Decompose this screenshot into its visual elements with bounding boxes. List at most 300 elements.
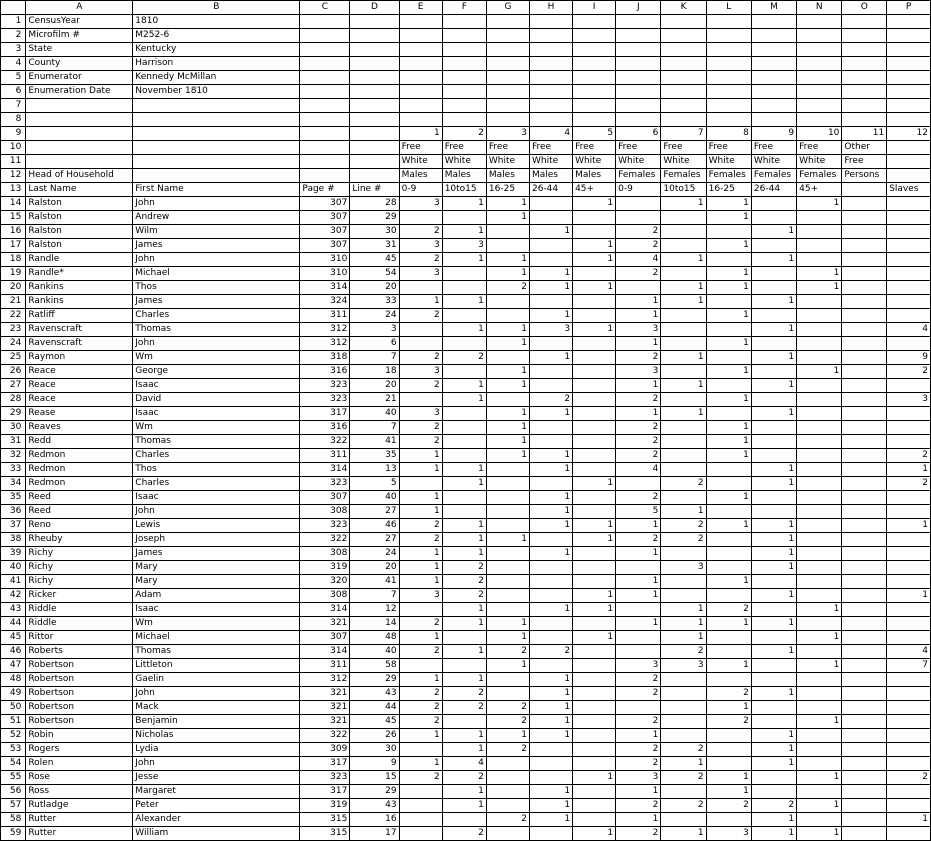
cell[interactable]	[399, 743, 442, 757]
cell[interactable]	[573, 337, 616, 351]
cell[interactable]: 1	[616, 785, 661, 799]
cell[interactable]	[797, 309, 842, 323]
cell[interactable]: Females	[797, 169, 842, 183]
cell[interactable]: 4	[616, 253, 661, 267]
cell[interactable]	[616, 561, 661, 575]
cell[interactable]	[706, 15, 751, 29]
cell[interactable]: White	[751, 155, 796, 169]
cell[interactable]	[887, 225, 931, 239]
cell[interactable]	[573, 85, 616, 99]
cell[interactable]	[573, 57, 616, 71]
cell[interactable]	[661, 211, 706, 225]
cell[interactable]	[573, 309, 616, 323]
cell[interactable]: 1	[486, 617, 529, 631]
cell[interactable]: 1	[751, 729, 796, 743]
cell[interactable]	[573, 407, 616, 421]
cell[interactable]	[442, 337, 486, 351]
cell[interactable]	[842, 183, 887, 197]
cell[interactable]	[399, 211, 442, 225]
cell[interactable]	[616, 113, 661, 127]
cell[interactable]	[529, 589, 572, 603]
cell[interactable]	[442, 267, 486, 281]
cell[interactable]	[797, 645, 842, 659]
cell[interactable]	[887, 169, 931, 183]
cell[interactable]: 6	[616, 127, 661, 141]
cell[interactable]: 1	[486, 365, 529, 379]
cell[interactable]	[842, 673, 887, 687]
cell[interactable]: 1	[706, 701, 751, 715]
cell[interactable]: White	[442, 155, 486, 169]
cell[interactable]: 1	[797, 267, 842, 281]
row-header[interactable]: 8	[1, 113, 26, 127]
cell[interactable]	[797, 337, 842, 351]
cell[interactable]: Free	[573, 141, 616, 155]
cell[interactable]	[661, 99, 706, 113]
cell[interactable]: CensusYear	[26, 15, 133, 29]
cell[interactable]	[573, 743, 616, 757]
row-header[interactable]: 23	[1, 323, 26, 337]
cell[interactable]: 2	[442, 575, 486, 589]
cell[interactable]: 2	[399, 519, 442, 533]
cell[interactable]: 2	[616, 827, 661, 841]
cell[interactable]: Free	[442, 141, 486, 155]
cell[interactable]: Males	[529, 169, 572, 183]
cell[interactable]: Thos	[133, 463, 300, 477]
cell[interactable]	[842, 575, 887, 589]
cell[interactable]: 2	[442, 827, 486, 841]
cell[interactable]	[661, 85, 706, 99]
cell[interactable]: 1	[661, 631, 706, 645]
cell[interactable]	[797, 519, 842, 533]
cell[interactable]: Charles	[133, 449, 300, 463]
cell[interactable]	[573, 449, 616, 463]
cell[interactable]	[661, 813, 706, 827]
cell[interactable]	[797, 113, 842, 127]
cell[interactable]: 1	[616, 309, 661, 323]
cell[interactable]	[529, 827, 572, 841]
cell[interactable]: William	[133, 827, 300, 841]
cell[interactable]	[350, 85, 399, 99]
cell[interactable]	[887, 337, 931, 351]
cell[interactable]: 1	[486, 533, 529, 547]
cell[interactable]: Andrew	[133, 211, 300, 225]
cell[interactable]: 1	[399, 449, 442, 463]
cell[interactable]: 2	[661, 743, 706, 757]
cell[interactable]: 1	[573, 589, 616, 603]
cell[interactable]	[842, 533, 887, 547]
cell[interactable]	[842, 547, 887, 561]
cell[interactable]	[887, 729, 931, 743]
cell[interactable]	[842, 337, 887, 351]
column-header[interactable]: B	[133, 1, 300, 15]
cell[interactable]: 1	[661, 603, 706, 617]
cell[interactable]: 314	[300, 645, 350, 659]
cell[interactable]: Persons	[842, 169, 887, 183]
cell[interactable]: 1	[616, 379, 661, 393]
cell[interactable]: 45	[350, 253, 399, 267]
cell[interactable]	[350, 141, 399, 155]
cell[interactable]: Isaac	[133, 407, 300, 421]
cell[interactable]	[661, 547, 706, 561]
cell[interactable]: 2	[706, 687, 751, 701]
cell[interactable]: 9	[887, 351, 931, 365]
cell[interactable]: 54	[350, 267, 399, 281]
cell[interactable]	[350, 29, 399, 43]
cell[interactable]	[573, 813, 616, 827]
cell[interactable]	[442, 29, 486, 43]
cell[interactable]: 2	[616, 435, 661, 449]
cell[interactable]: 18	[350, 365, 399, 379]
cell[interactable]: 31	[350, 239, 399, 253]
cell[interactable]	[887, 267, 931, 281]
cell[interactable]	[486, 519, 529, 533]
cell[interactable]	[529, 295, 572, 309]
cell[interactable]: Ralston	[26, 225, 133, 239]
cell[interactable]: 1	[529, 799, 572, 813]
cell[interactable]	[661, 323, 706, 337]
cell[interactable]	[887, 435, 931, 449]
cell[interactable]	[442, 365, 486, 379]
cell[interactable]	[442, 309, 486, 323]
cell[interactable]	[887, 253, 931, 267]
cell[interactable]: 1	[529, 351, 572, 365]
row-header[interactable]: 51	[1, 715, 26, 729]
cell[interactable]: 3	[399, 365, 442, 379]
cell[interactable]: Isaac	[133, 379, 300, 393]
cell[interactable]: 1	[661, 295, 706, 309]
cell[interactable]	[751, 197, 796, 211]
cell[interactable]: Males	[573, 169, 616, 183]
cell[interactable]: 1	[797, 827, 842, 841]
cell[interactable]: Mary	[133, 575, 300, 589]
cell[interactable]	[661, 421, 706, 435]
cell[interactable]: 1	[486, 729, 529, 743]
cell[interactable]: 2	[442, 127, 486, 141]
cell[interactable]	[887, 43, 931, 57]
cell[interactable]: 1	[486, 659, 529, 673]
cell[interactable]	[797, 393, 842, 407]
cell[interactable]: 40	[350, 645, 399, 659]
cell[interactable]	[797, 533, 842, 547]
cell[interactable]: 41	[350, 435, 399, 449]
cell[interactable]: 1	[442, 617, 486, 631]
cell[interactable]	[887, 547, 931, 561]
cell[interactable]: Riddle	[26, 617, 133, 631]
cell[interactable]: 16-25	[486, 183, 529, 197]
cell[interactable]: 2	[616, 687, 661, 701]
cell[interactable]: 1	[751, 519, 796, 533]
cell[interactable]: Thomas	[133, 323, 300, 337]
cell[interactable]: M252-6	[133, 29, 300, 43]
cell[interactable]: 1	[751, 477, 796, 491]
cell[interactable]	[887, 407, 931, 421]
cell[interactable]: Enumeration Date	[26, 85, 133, 99]
cell[interactable]	[529, 379, 572, 393]
cell[interactable]	[529, 743, 572, 757]
cell[interactable]: 1	[706, 421, 751, 435]
cell[interactable]: Free	[706, 141, 751, 155]
cell[interactable]: Rolen	[26, 757, 133, 771]
cell[interactable]: 1	[529, 673, 572, 687]
cell[interactable]: John	[133, 337, 300, 351]
cell[interactable]: Randle*	[26, 267, 133, 281]
cell[interactable]	[529, 435, 572, 449]
cell[interactable]	[842, 519, 887, 533]
cell[interactable]	[442, 435, 486, 449]
row-header[interactable]: 36	[1, 505, 26, 519]
cell[interactable]: 311	[300, 309, 350, 323]
cell[interactable]	[399, 659, 442, 673]
cell[interactable]: 1	[706, 575, 751, 589]
cell[interactable]	[486, 575, 529, 589]
cell[interactable]	[486, 785, 529, 799]
cell[interactable]: 317	[300, 407, 350, 421]
cell[interactable]: 321	[300, 701, 350, 715]
cell[interactable]	[133, 169, 300, 183]
cell[interactable]: 2	[616, 225, 661, 239]
cell[interactable]: 3	[616, 365, 661, 379]
cell[interactable]	[706, 533, 751, 547]
cell[interactable]: White	[616, 155, 661, 169]
cell[interactable]: County	[26, 57, 133, 71]
cell[interactable]: 2	[399, 771, 442, 785]
cell[interactable]: 322	[300, 435, 350, 449]
cell[interactable]	[573, 393, 616, 407]
cell[interactable]	[887, 533, 931, 547]
cell[interactable]: 2	[399, 701, 442, 715]
row-header[interactable]: 15	[1, 211, 26, 225]
cell[interactable]: 320	[300, 575, 350, 589]
cell[interactable]	[486, 771, 529, 785]
cell[interactable]	[887, 281, 931, 295]
cell[interactable]: 1	[442, 673, 486, 687]
cell[interactable]	[706, 505, 751, 519]
cell[interactable]: Kennedy McMillan	[133, 71, 300, 85]
row-header[interactable]: 30	[1, 421, 26, 435]
row-header[interactable]: 2	[1, 29, 26, 43]
row-header[interactable]: 53	[1, 743, 26, 757]
cell[interactable]: Wm	[133, 421, 300, 435]
cell[interactable]: 2	[399, 309, 442, 323]
cell[interactable]: 1	[706, 365, 751, 379]
cell[interactable]: Ralston	[26, 197, 133, 211]
cell[interactable]	[661, 365, 706, 379]
cell[interactable]	[887, 631, 931, 645]
cell[interactable]: 1	[399, 463, 442, 477]
cell[interactable]: 323	[300, 771, 350, 785]
cell[interactable]: 4	[887, 323, 931, 337]
cell[interactable]	[797, 547, 842, 561]
cell[interactable]: John	[133, 197, 300, 211]
cell[interactable]	[887, 141, 931, 155]
cell[interactable]: 40	[350, 407, 399, 421]
cell[interactable]: 43	[350, 799, 399, 813]
cell[interactable]	[486, 547, 529, 561]
cell[interactable]: 1	[529, 267, 572, 281]
cell[interactable]	[573, 785, 616, 799]
cell[interactable]	[797, 687, 842, 701]
cell[interactable]: Margaret	[133, 785, 300, 799]
cell[interactable]	[797, 589, 842, 603]
cell[interactable]: 1	[706, 659, 751, 673]
cell[interactable]: 26	[350, 729, 399, 743]
cell[interactable]: 324	[300, 295, 350, 309]
cell[interactable]	[887, 687, 931, 701]
cell[interactable]	[842, 15, 887, 29]
cell[interactable]: 1	[661, 827, 706, 841]
cell[interactable]: 1810	[133, 15, 300, 29]
cell[interactable]: 2	[616, 449, 661, 463]
cell[interactable]: 1	[399, 491, 442, 505]
cell[interactable]	[486, 799, 529, 813]
cell[interactable]: 1	[661, 407, 706, 421]
cell[interactable]	[573, 547, 616, 561]
row-header[interactable]: 49	[1, 687, 26, 701]
cell[interactable]	[573, 673, 616, 687]
cell[interactable]: 1	[529, 813, 572, 827]
cell[interactable]: 1	[399, 127, 442, 141]
cell[interactable]: 13	[350, 463, 399, 477]
cell[interactable]	[842, 253, 887, 267]
cell[interactable]: Rankins	[26, 295, 133, 309]
row-header[interactable]: 44	[1, 617, 26, 631]
cell[interactable]: 1	[442, 729, 486, 743]
cell[interactable]: 2	[399, 421, 442, 435]
cell[interactable]: Enumerator	[26, 71, 133, 85]
cell[interactable]	[486, 15, 529, 29]
cell[interactable]	[399, 477, 442, 491]
cell[interactable]: 323	[300, 379, 350, 393]
cell[interactable]: 1	[573, 323, 616, 337]
cell[interactable]	[573, 99, 616, 113]
cell[interactable]: Robertson	[26, 659, 133, 673]
cell[interactable]	[751, 15, 796, 29]
cell[interactable]	[486, 603, 529, 617]
cell[interactable]	[887, 421, 931, 435]
cell[interactable]	[350, 155, 399, 169]
cell[interactable]: 3	[616, 659, 661, 673]
cell[interactable]: 1	[442, 519, 486, 533]
cell[interactable]: Adam	[133, 589, 300, 603]
row-header[interactable]: 27	[1, 379, 26, 393]
cell[interactable]: 1	[661, 281, 706, 295]
cell[interactable]	[442, 71, 486, 85]
cell[interactable]	[529, 57, 572, 71]
cell[interactable]	[706, 589, 751, 603]
cell[interactable]: 1	[529, 701, 572, 715]
cell[interactable]	[797, 99, 842, 113]
row-header[interactable]: 22	[1, 309, 26, 323]
cell[interactable]	[661, 309, 706, 323]
cell[interactable]: 1	[486, 211, 529, 225]
cell[interactable]: 2	[399, 379, 442, 393]
cell[interactable]	[573, 29, 616, 43]
cell[interactable]: 312	[300, 337, 350, 351]
cell[interactable]	[842, 351, 887, 365]
cell[interactable]: Males	[486, 169, 529, 183]
cell[interactable]	[751, 29, 796, 43]
cell[interactable]	[529, 99, 572, 113]
cell[interactable]	[751, 491, 796, 505]
row-header[interactable]: 45	[1, 631, 26, 645]
cell[interactable]	[573, 421, 616, 435]
cell[interactable]	[300, 57, 350, 71]
column-header[interactable]: J	[616, 1, 661, 15]
column-header[interactable]: M	[751, 1, 796, 15]
cell[interactable]: 1	[486, 421, 529, 435]
cell[interactable]: Line #	[350, 183, 399, 197]
cell[interactable]	[751, 71, 796, 85]
cell[interactable]	[350, 43, 399, 57]
cell[interactable]: 2	[399, 351, 442, 365]
row-header[interactable]: 12	[1, 169, 26, 183]
cell[interactable]: 1	[529, 547, 572, 561]
cell[interactable]	[706, 57, 751, 71]
cell[interactable]: Randle	[26, 253, 133, 267]
cell[interactable]	[486, 757, 529, 771]
cell[interactable]: 1	[751, 379, 796, 393]
cell[interactable]	[887, 57, 931, 71]
cell[interactable]	[797, 785, 842, 799]
cell[interactable]	[399, 43, 442, 57]
cell[interactable]: 316	[300, 421, 350, 435]
cell[interactable]: Nicholas	[133, 729, 300, 743]
cell[interactable]: Rheuby	[26, 533, 133, 547]
cell[interactable]: 1	[442, 533, 486, 547]
cell[interactable]: 1	[751, 827, 796, 841]
cell[interactable]: 1	[573, 239, 616, 253]
cell[interactable]: 317	[300, 785, 350, 799]
cell[interactable]: 5	[573, 127, 616, 141]
cell[interactable]: Benjamin	[133, 715, 300, 729]
cell[interactable]: 3	[616, 323, 661, 337]
cell[interactable]: Head of Household	[26, 169, 133, 183]
cell[interactable]: 1	[706, 435, 751, 449]
cell[interactable]	[300, 15, 350, 29]
column-header[interactable]: A	[26, 1, 133, 15]
cell[interactable]: 1	[486, 449, 529, 463]
cell[interactable]	[486, 57, 529, 71]
cell[interactable]	[706, 29, 751, 43]
cell[interactable]	[842, 365, 887, 379]
cell[interactable]: 2	[399, 435, 442, 449]
cell[interactable]	[842, 757, 887, 771]
select-all-corner[interactable]	[1, 1, 26, 15]
cell[interactable]: 1	[399, 673, 442, 687]
cell[interactable]	[887, 575, 931, 589]
cell[interactable]: 1	[887, 519, 931, 533]
cell[interactable]	[529, 113, 572, 127]
cell[interactable]: 2	[751, 799, 796, 813]
cell[interactable]	[133, 141, 300, 155]
cell[interactable]	[300, 127, 350, 141]
cell[interactable]	[842, 71, 887, 85]
cell[interactable]: November 1810	[133, 85, 300, 99]
row-header[interactable]: 37	[1, 519, 26, 533]
cell[interactable]: Lewis	[133, 519, 300, 533]
cell[interactable]	[842, 603, 887, 617]
cell[interactable]: 311	[300, 659, 350, 673]
cell[interactable]	[486, 561, 529, 575]
cell[interactable]: Redmon	[26, 477, 133, 491]
cell[interactable]	[887, 673, 931, 687]
cell[interactable]	[797, 71, 842, 85]
cell[interactable]: Rutladge	[26, 799, 133, 813]
cell[interactable]: 1	[616, 337, 661, 351]
cell[interactable]: 321	[300, 687, 350, 701]
cell[interactable]	[573, 435, 616, 449]
cell[interactable]: State	[26, 43, 133, 57]
